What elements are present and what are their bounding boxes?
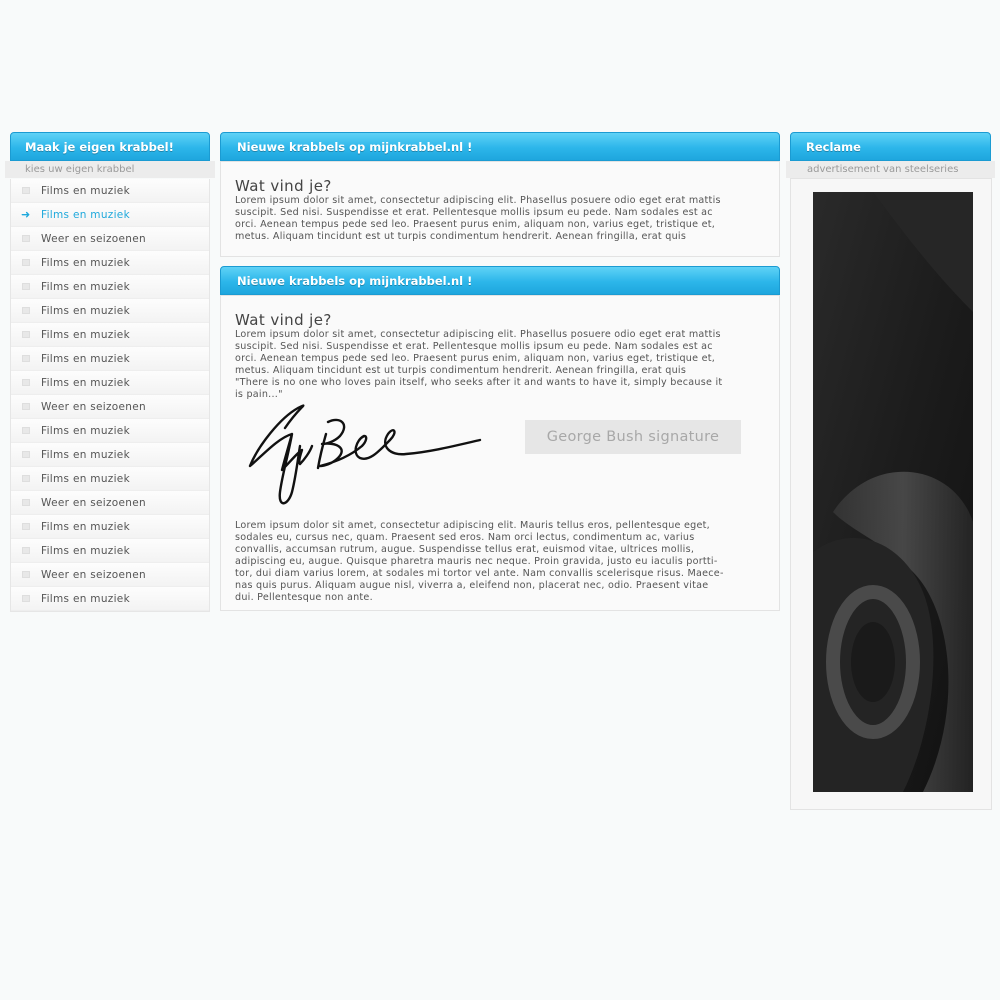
menu-item[interactable] bbox=[11, 203, 209, 227]
bullet-icon bbox=[22, 499, 30, 506]
article-2-header-title: Nieuwe krabbels op mijnkrabbel.nl ! bbox=[237, 274, 473, 288]
bullet-icon bbox=[22, 379, 30, 386]
menu-item[interactable] bbox=[11, 395, 209, 419]
text-line: suscipit. Sed nisi. Suspendisse et erat. Pellentesque mollis ipsum eu pede. Nam sodales est ac bbox=[235, 341, 713, 352]
text-line: Lorem ipsum dolor sit amet, consectetur adipiscing elit. Mauris tellus eros, pellentesque eget, bbox=[235, 520, 710, 531]
menu-item[interactable] bbox=[11, 275, 209, 299]
bullet-icon bbox=[22, 427, 30, 434]
bullet-icon bbox=[22, 283, 30, 290]
right-panel-subtitle-bar bbox=[786, 161, 995, 178]
menu-item[interactable] bbox=[11, 491, 209, 515]
menu-item[interactable] bbox=[11, 227, 209, 251]
bullet-icon bbox=[22, 595, 30, 602]
article-2-text bbox=[235, 329, 779, 401]
text-line: adipiscing eu, augue. Quisque pharetra mauris nec neque. Proin gravida, justo eu iaculis portti- bbox=[235, 556, 718, 567]
menu-item-label: Weer en seizoenen bbox=[41, 233, 146, 245]
menu-item-label: Films en muziek bbox=[41, 473, 130, 485]
text-line: metus. Aliquam tincidunt est ut turpis condimentum hendrerit. Aenean fringilla, erat quis bbox=[235, 365, 687, 376]
menu-item[interactable] bbox=[11, 347, 209, 371]
article-1-text bbox=[235, 195, 779, 243]
text-line: orci. Aenean tempus pede sed leo. Praesent purus enim, aliquam non, varius eget, tristique et, bbox=[235, 219, 716, 230]
article-1-body bbox=[220, 161, 780, 257]
menu-item-label: Films en muziek bbox=[41, 593, 130, 605]
text-line: dui. Pellentesque non ante. bbox=[235, 592, 373, 603]
text-line: suscipit. Sed nisi. Suspendisse et erat. Pellentesque mollis ipsum eu pede. Nam sodales est ac bbox=[235, 207, 713, 218]
article-1-header bbox=[220, 132, 780, 161]
menu-item[interactable] bbox=[11, 251, 209, 275]
menu-item[interactable] bbox=[11, 587, 209, 611]
bullet-icon bbox=[22, 331, 30, 338]
text-line: convallis, accumsan rutrum, augue. Suspendisse tellus erat, euismod vitae, ultrices mollis, bbox=[235, 544, 695, 555]
article-1-title: Wat vind je? bbox=[235, 177, 332, 195]
article-2-text-2 bbox=[235, 520, 724, 604]
menu-item-label: Films en muziek bbox=[41, 281, 130, 293]
menu-item-label: Weer en seizoenen bbox=[41, 497, 146, 509]
arrow-right-icon: ➜ bbox=[21, 208, 31, 221]
text-line: Lorem ipsum dolor sit amet, consectetur adipiscing elit. Phasellus posuere odio eget erat mattis bbox=[235, 195, 721, 206]
bullet-icon bbox=[22, 355, 30, 362]
right-panel-subtitle: advertisement van steelseries bbox=[807, 164, 959, 175]
menu-item[interactable] bbox=[11, 539, 209, 563]
menu-item-label: Films en muziek bbox=[41, 353, 130, 365]
text-line: "There is no one who loves pain itself, who seeks after it and wants to have it, simply because it bbox=[235, 377, 723, 388]
left-panel-title: Maak je eigen krabbel! bbox=[25, 140, 174, 154]
menu-item-label: Films en muziek bbox=[41, 305, 130, 317]
text-line: nas quis purus. Aliquam augue nisl, viverra a, eleifend non, placerat nec, odio. Praesent vitae bbox=[235, 580, 709, 591]
menu-item-label: Weer en seizoenen bbox=[41, 401, 146, 413]
left-panel-header bbox=[10, 132, 210, 161]
article-1-header-title: Nieuwe krabbels op mijnkrabbel.nl ! bbox=[237, 140, 473, 154]
menu-item-label: Films en muziek bbox=[41, 377, 130, 389]
bullet-icon bbox=[22, 307, 30, 314]
menu-item-label: Films en muziek bbox=[41, 257, 130, 269]
menu-item[interactable] bbox=[11, 563, 209, 587]
left-panel-subtitle: kies uw eigen krabbel bbox=[25, 164, 135, 175]
menu-item[interactable] bbox=[11, 515, 209, 539]
right-panel-header bbox=[790, 132, 991, 161]
right-panel-title: Reclame bbox=[806, 140, 861, 154]
bullet-icon bbox=[22, 259, 30, 266]
menu-item-label: Films en muziek bbox=[41, 425, 130, 437]
menu-item[interactable] bbox=[11, 299, 209, 323]
menu-item[interactable] bbox=[11, 467, 209, 491]
menu-item-label: Weer en seizoenen bbox=[41, 569, 146, 581]
bullet-icon bbox=[22, 547, 30, 554]
menu-item-label: Films en muziek bbox=[41, 185, 130, 197]
menu-item-label: Films en muziek bbox=[41, 521, 130, 533]
article-2-header bbox=[220, 266, 780, 295]
menu-item-label: Films en muziek bbox=[41, 329, 130, 341]
menu-item-label: Films en muziek bbox=[41, 449, 130, 461]
menu-item[interactable] bbox=[11, 371, 209, 395]
article-2-title: Wat vind je? bbox=[235, 311, 332, 329]
bullet-icon bbox=[22, 571, 30, 578]
menu-item[interactable] bbox=[11, 323, 209, 347]
text-line: is pain..." bbox=[235, 389, 283, 400]
menu-item-label: Films en muziek bbox=[41, 209, 130, 221]
bullet-icon bbox=[22, 523, 30, 530]
text-line: metus. Aliquam tincidunt est ut turpis condimentum hendrerit. Aenean fringilla, erat quis bbox=[235, 231, 687, 242]
menu-item[interactable] bbox=[11, 179, 209, 203]
bullet-icon bbox=[22, 451, 30, 458]
signature-button[interactable]: George Bush signature bbox=[525, 420, 741, 454]
text-line: tor, dui diam varius lorem, at sodales mi tortor vel ante. Nam convallis scelerisque risus. Maece- bbox=[235, 568, 724, 579]
krabbel-category-menu bbox=[10, 179, 210, 612]
signature-image bbox=[240, 396, 490, 514]
text-line: Lorem ipsum dolor sit amet, consectetur adipiscing elit. Phasellus posuere odio eget erat mattis bbox=[235, 329, 721, 340]
text-line: sodales eu, cursus nec, quam. Praesent sed eros. Nam orci lectus, condimentum ac, varius bbox=[235, 532, 695, 543]
bullet-icon bbox=[22, 475, 30, 482]
menu-item-label: Films en muziek bbox=[41, 545, 130, 557]
bullet-icon bbox=[22, 235, 30, 242]
text-line: orci. Aenean tempus pede sed leo. Praesent purus enim, aliquam non, varius eget, tristique et, bbox=[235, 353, 716, 364]
left-panel-subtitle-bar bbox=[5, 161, 215, 178]
menu-item[interactable] bbox=[11, 443, 209, 467]
menu-item[interactable] bbox=[11, 419, 209, 443]
bullet-icon bbox=[22, 403, 30, 410]
advertisement-image[interactable] bbox=[813, 192, 973, 792]
bullet-icon bbox=[22, 187, 30, 194]
